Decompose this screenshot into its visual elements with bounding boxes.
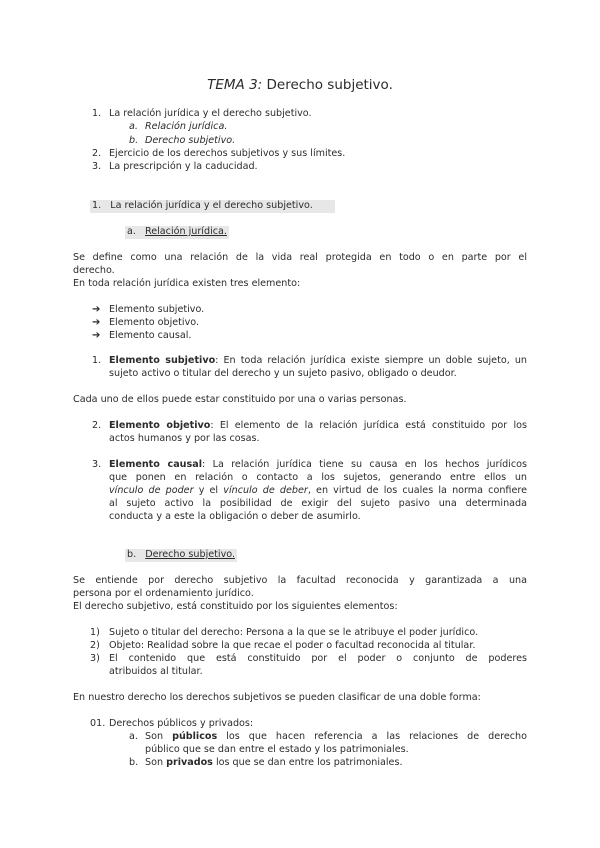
classif-a-line-1 xyxy=(145,731,527,744)
element-3-italic-2: vínculo de deber xyxy=(223,485,308,496)
element-3-end: , en virtud de los cuales la norma confiere xyxy=(307,485,527,496)
classif-a-num: a. xyxy=(129,731,138,742)
element-3-num: 3. xyxy=(92,459,102,470)
classif-num: 01. xyxy=(90,718,106,729)
section-a-text: Relación jurídica. xyxy=(145,226,227,237)
element-3-rest: : La relación jurídica tiene su causa en los hechos jurídicos xyxy=(202,459,528,470)
element-1-line-1 xyxy=(109,355,527,368)
toc-item-2-text: Ejercicio de los derechos subjetivos y sus límites. xyxy=(109,148,346,159)
paragraph-classification: En nuestro derecho los derechos subjetivos se pueden clasificar de una doble forma: xyxy=(73,692,481,703)
section-1-num: 1. xyxy=(92,200,102,211)
list2-num: 2) xyxy=(90,640,100,651)
section-1-heading xyxy=(90,200,335,213)
section-a-heading xyxy=(125,226,229,239)
classif-a-line-2: público que se dan entre el estado y los patrimoniales. xyxy=(145,744,409,755)
list2-item-line-2: atribuidos al titular. xyxy=(109,666,203,677)
bullet-item: Elemento subjetivo. xyxy=(109,304,205,315)
toc-item-2-num: 2. xyxy=(92,148,102,159)
arrow-right-icon: ➔ xyxy=(92,317,101,328)
classif-b-bold: privados xyxy=(166,757,213,768)
toc-item-3-num: 3. xyxy=(92,161,102,172)
element-1-num: 1. xyxy=(92,355,102,366)
paragraph-note: Cada uno de ellos puede estar constituido por una o varias personas. xyxy=(73,394,407,405)
element-3-label: Elemento causal xyxy=(109,459,202,470)
element-2-num: 2. xyxy=(92,420,102,431)
title-text: Derecho subjetivo. xyxy=(262,77,393,93)
page-title xyxy=(0,76,600,94)
element-1-line-2: sujeto activo o titular del derecho y un sujeto pasivo, obligado o deudor. xyxy=(109,368,457,379)
paragraph-definition xyxy=(73,252,527,265)
classif-a-pre: Son xyxy=(145,731,173,742)
classif-a-rest: los que hacen referencia a las relaciones de derecho xyxy=(217,731,527,742)
element-3-line-2: que ponen en relación o contacto a los sujetos, generando entre ellos un xyxy=(109,472,527,483)
section-b-heading xyxy=(125,549,237,562)
bullet-item: Elemento causal. xyxy=(109,330,192,341)
classif-b-rest: los que se dan entre los patrimoniales. xyxy=(212,757,403,768)
element-3-line-5: conducta y a este la obligación o deber de asumirlo. xyxy=(109,511,361,522)
element-2-line-1 xyxy=(109,420,527,433)
classif-a-bold: públicos xyxy=(172,731,218,742)
section-1-text: La relación jurídica y el derecho subjetivo. xyxy=(110,200,313,211)
classif-b-pre: Son xyxy=(145,757,167,768)
section-b-text: Derecho subjetivo. xyxy=(145,549,235,560)
toc-item-1-text: La relación jurídica y el derecho subjetivo. xyxy=(109,108,312,119)
title-prefix: TEMA 3: xyxy=(207,77,263,93)
element-3-line-1 xyxy=(109,459,527,472)
arrow-right-icon: ➔ xyxy=(92,304,101,315)
toc-sub-a-num: a. xyxy=(129,121,138,132)
section-b-num: b. xyxy=(127,549,137,560)
p1-line-2: derecho. xyxy=(73,265,115,276)
classif-b-line-1 xyxy=(145,757,403,770)
element-3-italic-1: vínculo de poder xyxy=(109,485,194,496)
list2-num: 1) xyxy=(90,627,100,638)
element-3-mid: y el xyxy=(193,485,224,496)
p1-line-1: Se define como una relación de la vida real protegida en todo o en parte por el xyxy=(73,252,527,263)
list2-item: Objeto: Realidad sobre la que recae el poder o facultad reconocida al titular. xyxy=(109,640,476,651)
p2-line-2: persona por el ordenamiento jurídico. xyxy=(73,588,254,599)
p2-line-3: El derecho subjetivo, está constituido por los siguientes elementos: xyxy=(73,601,398,612)
element-3-line-4: al sujeto activo la posibilidad de exigir del sujeto pasivo una determinada xyxy=(109,498,527,509)
element-2-line-2: actos humanos y por las cosas. xyxy=(109,433,260,444)
p1-line-3: En toda relación jurídica existen tres elemento: xyxy=(73,278,301,289)
element-2-rest: : El elemento de la relación jurídica está constituido por los xyxy=(210,420,527,431)
arrow-right-icon: ➔ xyxy=(92,330,101,341)
element-3-line-3 xyxy=(109,485,527,498)
bullet-item: Elemento objetivo. xyxy=(109,317,200,328)
element-1-rest: : En toda relación jurídica existe siempre un doble sujeto, un xyxy=(215,355,528,366)
element-1-label: Elemento subjetivo xyxy=(109,355,216,366)
toc-item-3-text: La prescripción y la caducidad. xyxy=(109,161,258,172)
classif-b-num: b. xyxy=(129,757,139,768)
list2-item: Sujeto o titular del derecho: Persona a la que se le atribuye el poder jurídico. xyxy=(109,627,479,638)
classif-text: Derechos públicos y privados: xyxy=(109,718,254,729)
list2-num: 3) xyxy=(90,653,100,664)
toc-sub-a-text: Relación jurídica. xyxy=(145,121,228,132)
element-2-label: Elemento objetivo xyxy=(109,420,211,431)
toc-sub-b-num: b. xyxy=(129,135,139,146)
list2-item: El contenido que está constituido por el poder o conjunto de poderes xyxy=(109,653,527,664)
section-a-num: a. xyxy=(127,226,136,237)
p2-line-1: Se entiende por derecho subjetivo la facultad reconocida y garantizada a una xyxy=(73,575,527,586)
toc-sub-b-text: Derecho subjetivo. xyxy=(145,135,236,146)
toc-item-1-num: 1. xyxy=(92,108,102,119)
